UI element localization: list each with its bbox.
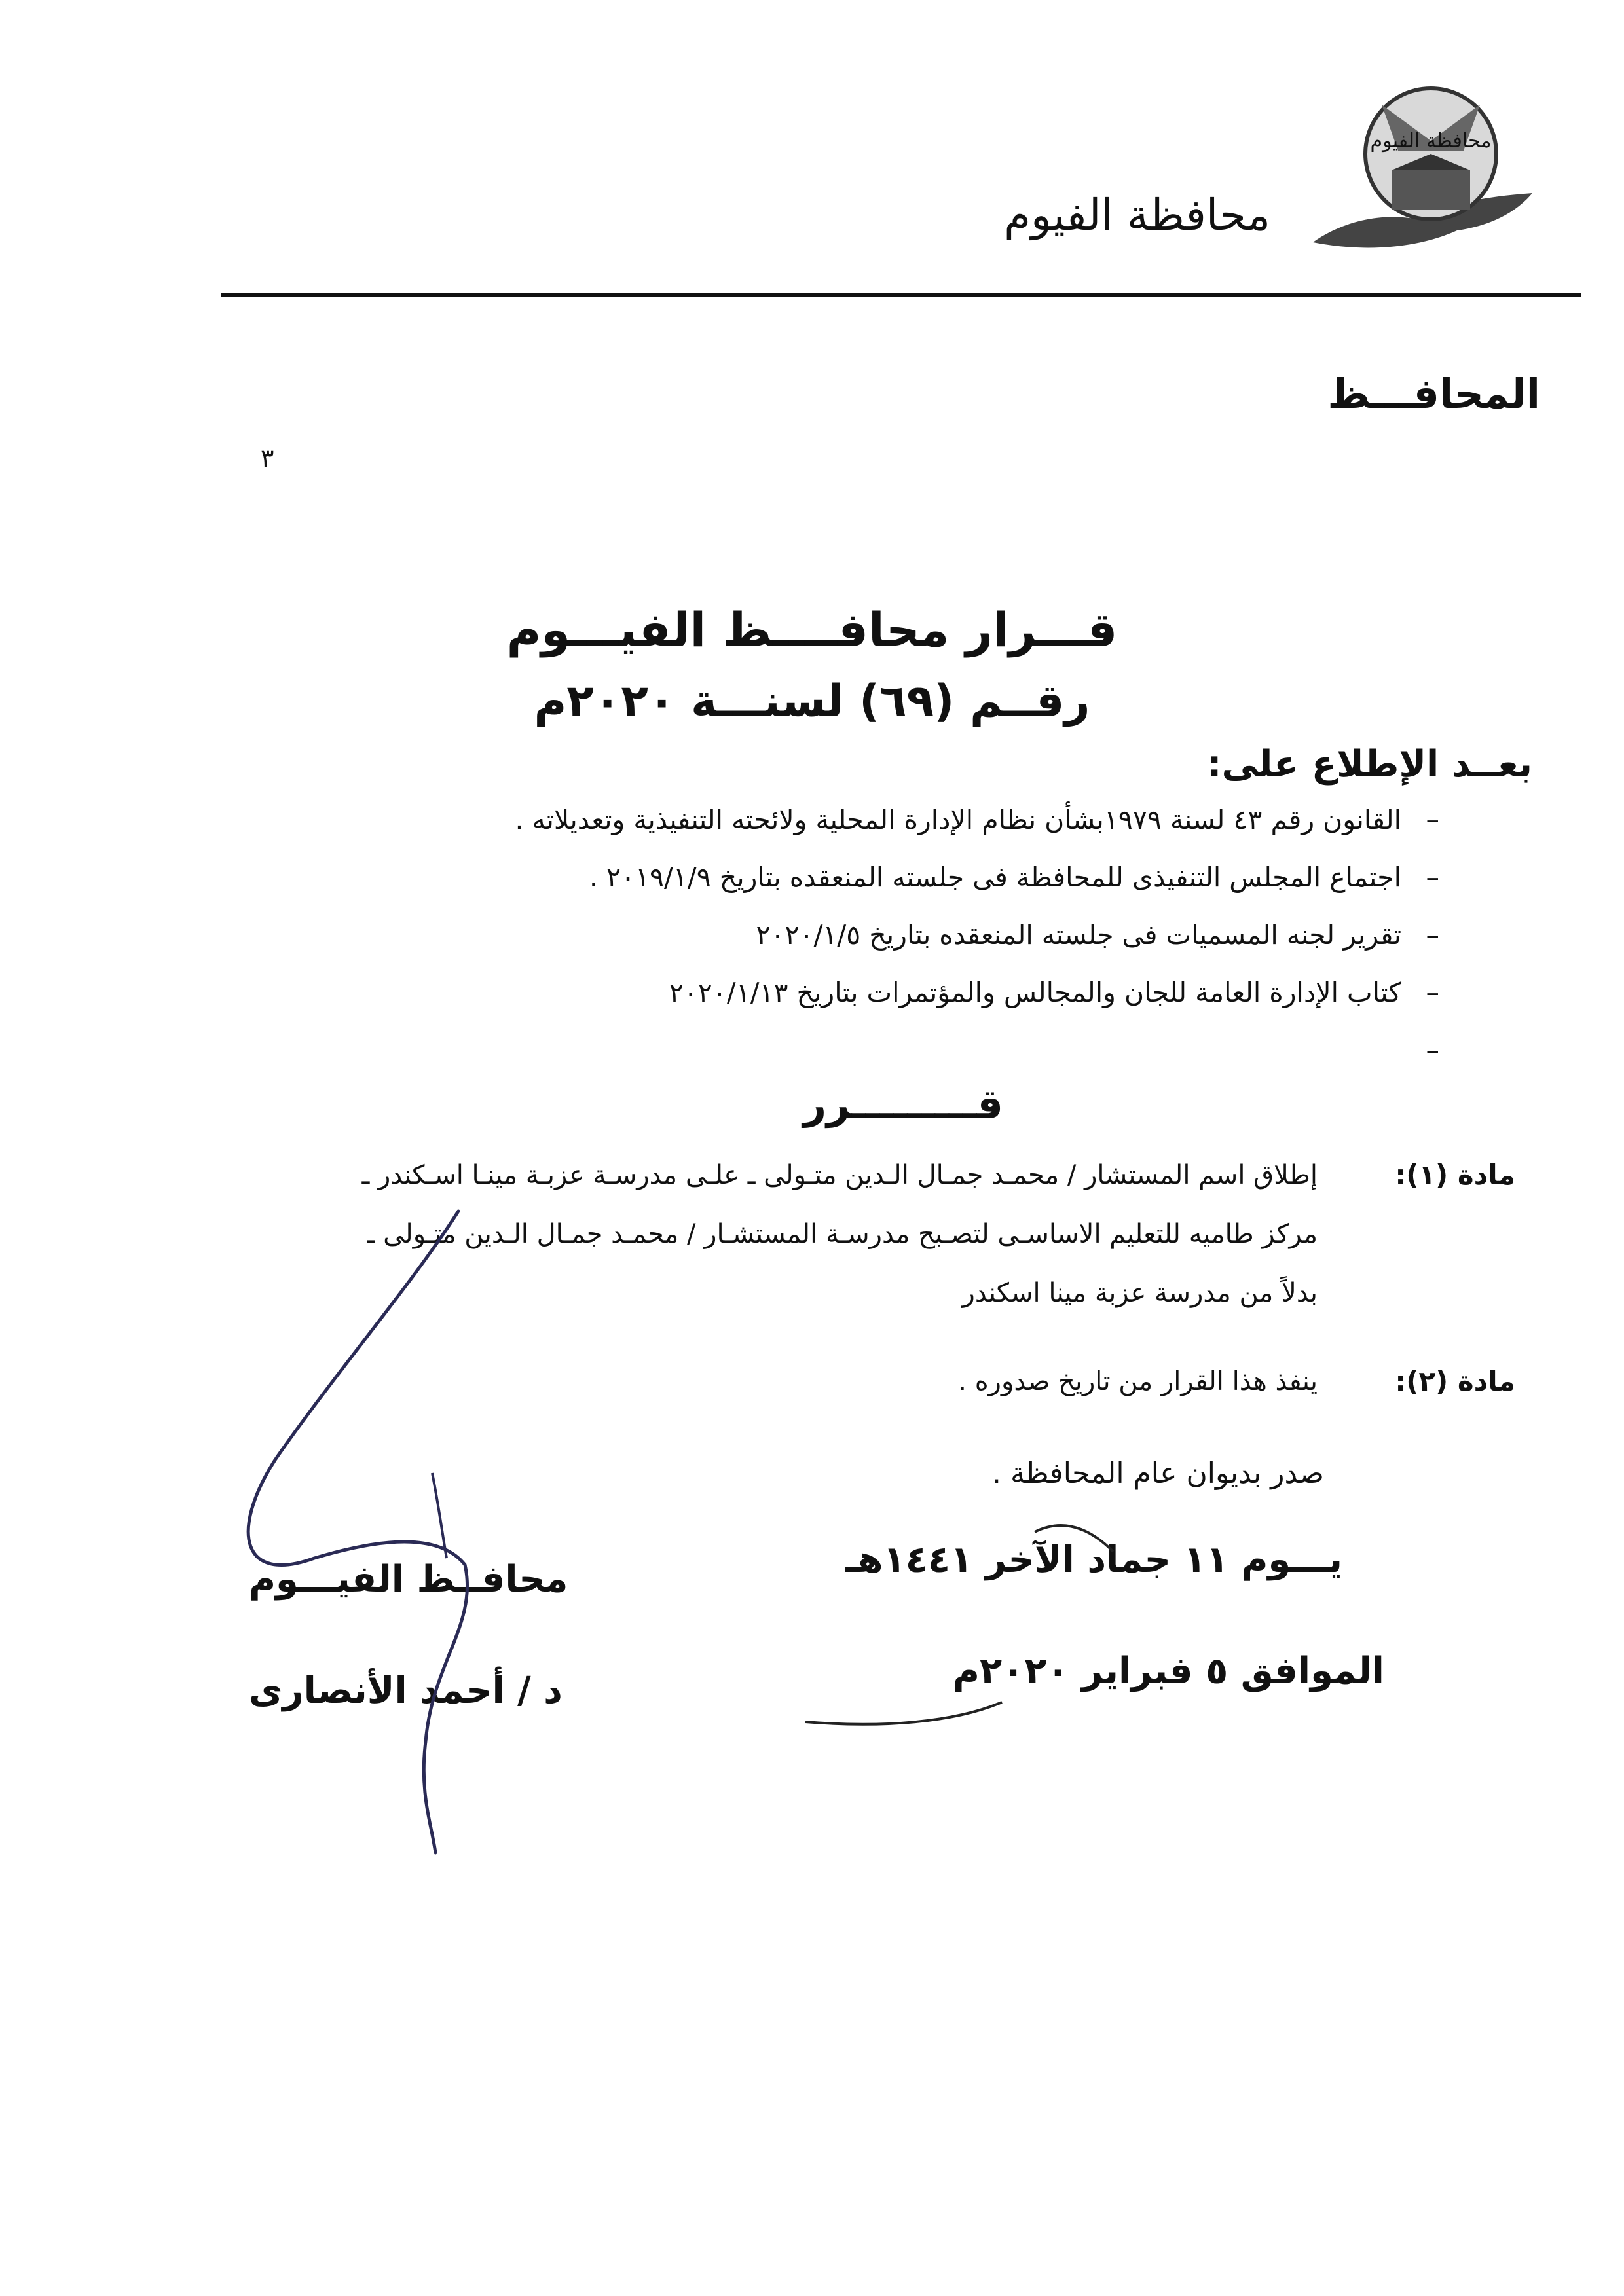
signatory-name: د / أحمد الأنصارى — [249, 1669, 563, 1712]
recital-text: كتاب الإدارة العامة للجان والمجالس والمؤتمرات بتاريخ ٢٠٢٠/١/١٣ — [669, 977, 1401, 1008]
recital-item — [669, 977, 1439, 1034]
article-1-label: مادة (١): — [1395, 1159, 1515, 1191]
decides-heading: قـــــــــرر — [803, 1080, 1003, 1128]
governorate-logo — [1306, 79, 1536, 262]
decree-number: رقــم (٦٩) لسنـــة ٢٠٢٠م — [534, 676, 1090, 727]
list-dash: – — [1426, 862, 1439, 893]
recital-text: اجتماع المجلس التنفيذى للمحافظة فى جلسته المنعقده بتاريخ ٢٠١٩/١/٩ . — [589, 862, 1401, 893]
decree-title: قـــرار محافــــظ الفيـــوم — [506, 602, 1118, 657]
article-1-line: بدلاً من مدرسة عزبة مينا اسكندر — [962, 1278, 1318, 1308]
issued-statement: صدر بديوان عام المحافظة . — [992, 1457, 1324, 1490]
signatory-title: محافــظ الفيـــوم — [249, 1558, 568, 1601]
recital-item — [756, 919, 1439, 977]
list-dash: – — [1426, 919, 1439, 951]
recital-item — [515, 804, 1439, 862]
handwritten-signature — [216, 1165, 557, 1859]
list-dash: – — [1426, 804, 1439, 835]
article-2-line: ينفذ هذا القرار من تاريخ صدوره . — [958, 1366, 1318, 1396]
governorate-name: محافظة الفيوم — [1004, 190, 1270, 240]
article-1-line: إطلاق اسم المستشار / محمـد جمـال الـدين متـولى ـ علـى مدرسـة عزبـة مينـا اسـكندر ـ — [361, 1160, 1318, 1190]
page-number: ٣ — [261, 444, 274, 473]
date-handwriting-strokes — [786, 1506, 1244, 1741]
preamble-heading: بعــد الإطلاع على: — [1207, 743, 1532, 786]
gregorian-date: الموافق ٥ فبراير ٢٠٢٠م — [952, 1650, 1384, 1692]
article-2-label: مادة (٢): — [1395, 1365, 1515, 1397]
article-1-line: مركز طاميه للتعليم الاساسـى لتصـبح مدرسـة المستشـار / محمـد جمـال الـدين متـولى ـ — [367, 1219, 1318, 1249]
header-rule — [221, 293, 1581, 297]
recital-item — [589, 862, 1439, 919]
recital-text: تقرير لجنه المسميات فى جلسته المنعقده بتاريخ ٢٠٢٠/١/٥ — [756, 919, 1401, 951]
list-dash: – — [1426, 977, 1439, 1008]
list-dash: – — [1426, 1034, 1439, 1066]
hijri-date: يـــوم ١١ جماد الآخر ١٤٤١هـ — [845, 1539, 1342, 1581]
office-title: المحافـــظ — [1327, 370, 1540, 418]
logo-lettering: محافظة الفيوم — [1370, 130, 1492, 153]
recital-text: القانون رقم ٤٣ لسنة ١٩٧٩بشأن نظام الإدارة المحلية ولائحته التنفيذية وتعديلاته . — [515, 804, 1401, 835]
